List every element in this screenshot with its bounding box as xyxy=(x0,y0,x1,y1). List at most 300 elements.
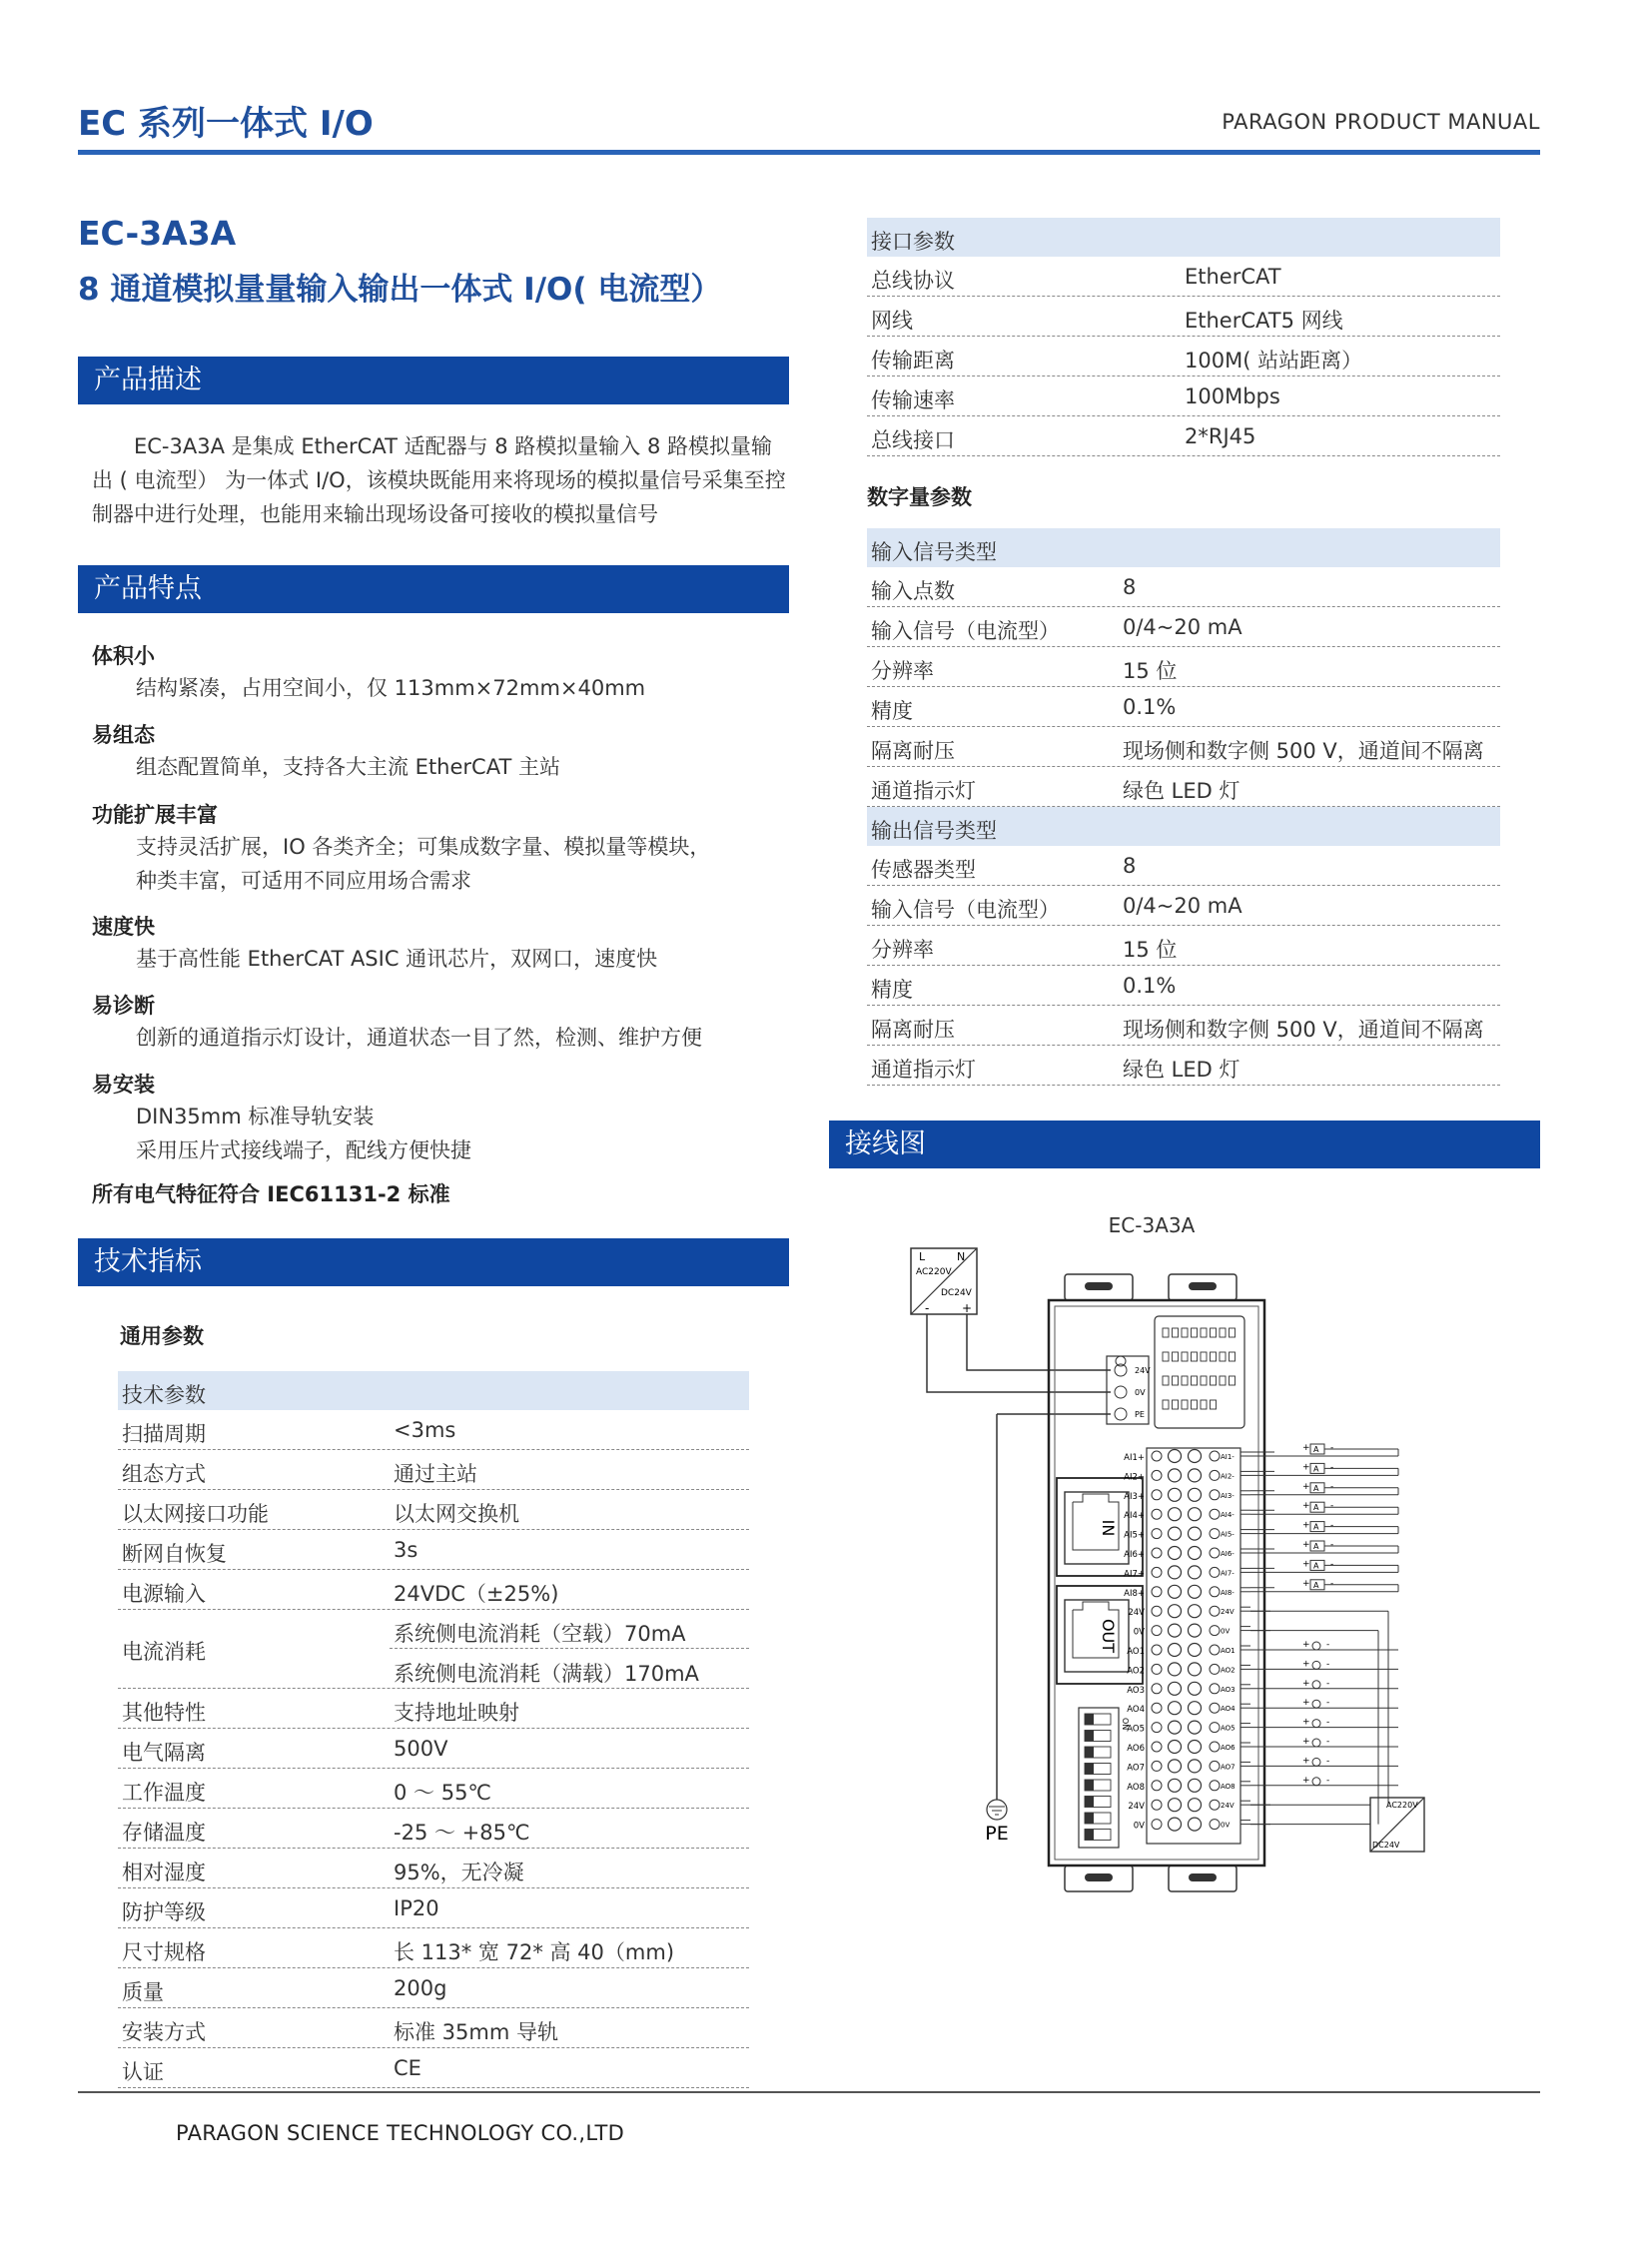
minus-sign: - xyxy=(1326,1717,1330,1728)
param-key: 输入信号（电流型） xyxy=(871,619,1060,643)
terminal-label-left: AI4+ xyxy=(1124,1511,1145,1522)
param-key: 相对湿度 xyxy=(122,1861,206,1884)
diagram-title: EC-3A3A xyxy=(1108,1213,1196,1237)
interface-params-table xyxy=(867,218,1500,456)
param-key: 防护等级 xyxy=(122,1900,206,1924)
table-row xyxy=(118,1530,749,1570)
load-icon xyxy=(1312,1642,1320,1650)
param-key: 尺寸规格 xyxy=(122,1940,206,1964)
general-params-table xyxy=(118,1371,749,2088)
minus-sign: - xyxy=(1330,1578,1334,1589)
terminal-label-right: 0V xyxy=(1221,1821,1231,1830)
terminal-label-right: AO3 xyxy=(1221,1685,1236,1694)
table-row xyxy=(867,1006,1500,1046)
terminal-screw xyxy=(1210,1490,1220,1500)
led-indicator xyxy=(1182,1376,1188,1385)
param-value: 100M( 站站距离） xyxy=(1185,349,1363,373)
psu-plus-label: + xyxy=(962,1301,973,1315)
param-value: 0/4~20 mA xyxy=(1123,615,1242,639)
param-value: 标准 35mm 导轨 xyxy=(394,2020,558,2044)
terminal-screw xyxy=(1189,1624,1202,1637)
terminal-label-left: AI3+ xyxy=(1124,1491,1145,1502)
terminal-screw xyxy=(1152,1781,1162,1791)
terminal-screw xyxy=(1210,1587,1220,1597)
led-indicator xyxy=(1163,1376,1169,1385)
terminal-label-right: AI2- xyxy=(1221,1472,1235,1481)
table-row xyxy=(118,1610,749,1689)
table-row xyxy=(867,966,1500,1006)
param-key: 网线 xyxy=(871,309,913,333)
table-header-label: 接口参数 xyxy=(871,230,955,254)
param-key: 安装方式 xyxy=(122,2020,206,2044)
terminal-screw xyxy=(1189,1566,1202,1579)
table-row xyxy=(867,687,1500,727)
terminal-screw xyxy=(1169,1469,1182,1482)
param-key: 隔离耐压 xyxy=(871,739,955,763)
plus-sign: + xyxy=(1302,1640,1310,1650)
minus-sign: - xyxy=(1330,1501,1334,1512)
feature-description: 组态配置简单，支持各大主流 EtherCAT 主站 xyxy=(136,755,560,779)
param-value: EtherCAT5 网线 xyxy=(1185,309,1343,333)
param-key: 电流消耗 xyxy=(122,1640,206,1664)
table-row xyxy=(118,1888,749,1928)
terminal-screw xyxy=(1189,1469,1202,1482)
feature-description: DIN35mm 标准导轨安装 xyxy=(136,1105,375,1128)
terminal-screw xyxy=(1210,1761,1220,1771)
dip-on-label: ON xyxy=(1121,1718,1130,1731)
port-in-label: IN xyxy=(1099,1519,1118,1537)
tech-heading: 技术指标 xyxy=(78,1238,789,1286)
terminal-screw xyxy=(1189,1527,1202,1540)
table-row xyxy=(867,337,1500,376)
param-key: 认证 xyxy=(122,2060,164,2084)
minus-sign: - xyxy=(1326,1756,1330,1767)
param-value: 500V xyxy=(394,1737,448,1761)
led-indicator-panel xyxy=(1155,1316,1244,1428)
led-indicator xyxy=(1211,1400,1217,1409)
terminal-screw xyxy=(1169,1566,1182,1579)
param-value: 100Mbps xyxy=(1185,384,1280,408)
param-key: 扫描周期 xyxy=(122,1422,206,1446)
dip-switch-knob xyxy=(1085,1813,1094,1824)
digital-params-table xyxy=(867,528,1500,1086)
terminal-label-left: AI8+ xyxy=(1124,1588,1145,1599)
dip-switch-knob xyxy=(1085,1797,1094,1808)
led-indicator xyxy=(1201,1376,1207,1385)
terminal-label-left: AO3 xyxy=(1127,1685,1145,1696)
load-icon xyxy=(1312,1720,1320,1728)
led-indicator xyxy=(1192,1376,1198,1385)
terminal-screw xyxy=(1152,1723,1162,1733)
param-value: 系统侧电流消耗（空载）70mA xyxy=(394,1622,686,1646)
led-indicator xyxy=(1173,1328,1179,1337)
plus-sign: + xyxy=(1302,1678,1310,1689)
description-text: EC-3A3A 是集成 EtherCAT 适配器与 8 路模拟量输入 8 路模拟量输出 ( 电流型） 为一体式 I/O，该模块既能用来将现场的模拟量信号采集至控制器中进行处理，也能用来输出现场设备可接收的模拟量信号 xyxy=(92,434,786,526)
plus-sign: + xyxy=(1302,1717,1310,1728)
terminal-screw xyxy=(1189,1818,1202,1831)
terminal-screw xyxy=(1152,1761,1162,1771)
terminal-screw xyxy=(1152,1567,1162,1577)
terminal-screw xyxy=(1210,1684,1220,1694)
terminal-screw xyxy=(1210,1820,1220,1830)
terminal-screw xyxy=(1189,1585,1202,1598)
param-value: CE xyxy=(394,2056,421,2080)
terminal-label-left: AO4 xyxy=(1127,1705,1145,1716)
terminal-label-right: 24V xyxy=(1221,1608,1235,1617)
dip-switch-knob xyxy=(1085,1780,1094,1791)
terminal-label-left: 24V xyxy=(1128,1608,1145,1619)
param-value: 15 位 xyxy=(1123,938,1178,962)
table-row xyxy=(118,2008,749,2048)
led-indicator xyxy=(1220,1328,1226,1337)
terminal-screw xyxy=(1210,1529,1220,1539)
footer-company: PARAGON SCIENCE TECHNOLOGY CO.,LTD xyxy=(176,2121,625,2145)
dip-switch-knob xyxy=(1085,1714,1094,1725)
feature-title: 速度快 xyxy=(92,915,155,939)
led-indicator xyxy=(1211,1352,1217,1361)
led-indicator xyxy=(1201,1328,1207,1337)
psu-ac-label: AC220V xyxy=(916,1267,952,1277)
plus-sign: + xyxy=(1302,1775,1310,1786)
table-row xyxy=(867,647,1500,687)
table-header-row xyxy=(867,528,1500,567)
terminal-label-right: 24V xyxy=(1221,1802,1235,1811)
table-row xyxy=(867,257,1500,297)
param-value: 支持地址映射 xyxy=(394,1701,519,1725)
terminal-label-left: 0V xyxy=(1133,1821,1145,1832)
terminal-screw xyxy=(1189,1508,1202,1521)
led-indicator xyxy=(1182,1328,1188,1337)
table-row xyxy=(867,607,1500,647)
param-value: IP20 xyxy=(394,1896,439,1920)
terminal-screw xyxy=(1210,1470,1220,1480)
port-out-label: OUT xyxy=(1099,1618,1118,1654)
terminal-screw xyxy=(1169,1605,1182,1618)
terminal-label-right: AO8 xyxy=(1221,1782,1236,1791)
terminal-label-left: AI6+ xyxy=(1124,1550,1145,1560)
ammeter-label: A xyxy=(1313,1445,1319,1454)
minus-sign: - xyxy=(1330,1481,1334,1492)
terminal-screw xyxy=(1189,1488,1202,1501)
led-indicator xyxy=(1230,1328,1236,1337)
table-row xyxy=(118,1450,749,1490)
power-terminal-block xyxy=(1107,1356,1151,1424)
terminal-label-left: 24V xyxy=(1128,1802,1145,1813)
table-row xyxy=(867,567,1500,607)
terminal-label-right: AO1 xyxy=(1221,1647,1236,1655)
param-key: 工作温度 xyxy=(122,1781,206,1805)
param-key: 组态方式 xyxy=(122,1462,206,1486)
minus-sign: - xyxy=(1330,1462,1334,1473)
terminal-screw xyxy=(1189,1450,1202,1463)
param-key: 通道指示灯 xyxy=(871,779,976,803)
compliance-note: 所有电气特征符合 IEC61131-2 标准 xyxy=(92,1182,450,1206)
table-row xyxy=(867,1046,1500,1086)
feature-description: 采用压片式接线端子，配线方便快捷 xyxy=(136,1138,471,1162)
terminal-screw xyxy=(1210,1606,1220,1616)
param-key: 精度 xyxy=(871,978,913,1002)
terminal-label-left: AO2 xyxy=(1127,1666,1145,1677)
param-key: 隔离耐压 xyxy=(871,1018,955,1042)
terminal-screw xyxy=(1152,1451,1162,1461)
terminal-screw xyxy=(1152,1800,1162,1810)
led-indicator xyxy=(1211,1376,1217,1385)
param-key: 其他特性 xyxy=(122,1701,206,1725)
minus-sign: - xyxy=(1330,1540,1334,1550)
feature-description: 支持灵活扩展，IO 各类齐全；可集成数字量、模拟量等模块， xyxy=(136,835,711,859)
param-value: 长 113* 宽 72* 高 40（mm) xyxy=(394,1940,675,1964)
terminal-screw xyxy=(1169,1760,1182,1773)
psu-right-ac-label: AC220V xyxy=(1386,1801,1418,1810)
ammeter-label: A xyxy=(1313,1503,1319,1513)
terminal-label-left: AI7+ xyxy=(1124,1569,1145,1580)
minus-sign: - xyxy=(1326,1640,1330,1650)
product-subtitle: 8 通道模拟量量输入输出一体式 I/O( 电流型） xyxy=(78,272,722,308)
feature-title: 易诊断 xyxy=(92,994,155,1018)
dip-switch-knob xyxy=(1085,1747,1094,1758)
terminal-screw xyxy=(1210,1742,1220,1752)
power-supply-left xyxy=(911,1248,1111,1800)
output-signal-header: 输出信号类型 xyxy=(871,819,997,843)
terminal-label-right: AO2 xyxy=(1221,1666,1236,1675)
psu-n-label: N xyxy=(957,1250,966,1263)
table-row xyxy=(867,846,1500,886)
param-value: 8 xyxy=(1123,854,1137,878)
minus-sign: - xyxy=(1326,1737,1330,1747)
load-icon xyxy=(1312,1778,1320,1786)
param-value: 现场侧和数字侧 500 V，通道间不隔离 xyxy=(1123,739,1484,763)
terminal-screw xyxy=(1210,1800,1220,1810)
terminal-screw xyxy=(1152,1606,1162,1616)
terminal-label-right: AI7- xyxy=(1221,1569,1235,1578)
power-terminal-24v: 24V xyxy=(1135,1366,1151,1375)
terminal-screw xyxy=(1169,1527,1182,1540)
param-key: 电源输入 xyxy=(122,1582,206,1606)
plus-sign: + xyxy=(1302,1559,1310,1570)
terminal-screw xyxy=(1169,1585,1182,1598)
product-model: EC-3A3A xyxy=(78,214,237,253)
terminal-screw xyxy=(1169,1741,1182,1754)
param-key: 传输距离 xyxy=(871,349,955,373)
table-row xyxy=(867,416,1500,456)
minus-sign: - xyxy=(1326,1678,1330,1689)
plus-sign: + xyxy=(1302,1462,1310,1473)
terminal-screw xyxy=(1189,1741,1202,1754)
terminal-screw xyxy=(1210,1723,1220,1733)
ammeter-label: A xyxy=(1313,1464,1319,1474)
table-row xyxy=(118,1570,749,1610)
table-row xyxy=(867,297,1500,337)
param-value: 0.1% xyxy=(1123,695,1177,719)
param-key: 以太网接口功能 xyxy=(122,1502,269,1526)
psu-l-label: L xyxy=(919,1250,926,1263)
plus-sign: + xyxy=(1302,1540,1310,1550)
terminal-label-left: AO7 xyxy=(1127,1763,1145,1774)
param-key: 存储温度 xyxy=(122,1821,206,1845)
plus-sign: + xyxy=(1302,1578,1310,1589)
terminal-screw xyxy=(1152,1742,1162,1752)
table-row xyxy=(118,1968,749,2008)
terminal-screw xyxy=(1152,1490,1162,1500)
terminal-label-left: AO5 xyxy=(1127,1724,1145,1735)
dip-switch xyxy=(1079,1708,1130,1848)
plus-sign: + xyxy=(1302,1443,1310,1453)
terminal-screw xyxy=(1152,1645,1162,1655)
table-header-row xyxy=(867,807,1500,846)
psu-right-dc-label: DC24V xyxy=(1372,1841,1400,1850)
terminal-screw xyxy=(1210,1548,1220,1558)
terminal-label-left: 0V xyxy=(1133,1627,1145,1638)
ammeter-label: A xyxy=(1313,1580,1319,1590)
terminal-screw xyxy=(1152,1509,1162,1519)
load-icon xyxy=(1312,1661,1320,1669)
param-value: 通过主站 xyxy=(394,1462,477,1486)
ammeter-label: A xyxy=(1313,1522,1319,1532)
terminal-label-right: AO4 xyxy=(1221,1705,1236,1714)
terminal-label-right: AI5- xyxy=(1221,1530,1235,1539)
terminal-screw xyxy=(1152,1470,1162,1480)
terminal-screw xyxy=(1169,1450,1182,1463)
pe-ground-icon xyxy=(985,1800,1008,1845)
terminal-screw xyxy=(1189,1605,1202,1618)
param-value: 3s xyxy=(394,1538,418,1562)
psu-dc-label: DC24V xyxy=(941,1288,972,1298)
led-indicator xyxy=(1192,1400,1198,1409)
terminal-label-left: AO6 xyxy=(1127,1744,1145,1754)
table-row xyxy=(118,2048,749,2088)
param-key: 质量 xyxy=(122,1980,164,2004)
led-indicator xyxy=(1192,1352,1198,1361)
terminal-screw xyxy=(1210,1509,1220,1519)
param-value: 系统侧电流消耗（满载）170mA xyxy=(394,1662,699,1686)
minus-sign: - xyxy=(1330,1520,1334,1531)
terminal-label-right: AI6- xyxy=(1221,1550,1235,1558)
terminal-screw xyxy=(1169,1547,1182,1560)
param-key: 通道指示灯 xyxy=(871,1058,976,1082)
led-indicator xyxy=(1220,1352,1226,1361)
terminal-screw xyxy=(1189,1663,1202,1676)
terminal-label-right: AI8- xyxy=(1221,1588,1235,1597)
terminal-screw xyxy=(1210,1703,1220,1713)
minus-sign: - xyxy=(1326,1775,1330,1786)
terminal-screw xyxy=(1189,1779,1202,1792)
feature-title: 易安装 xyxy=(92,1073,155,1097)
row-separator xyxy=(390,1648,749,1649)
terminal-screw xyxy=(1152,1664,1162,1674)
feature-title: 体积小 xyxy=(92,644,155,668)
terminal-screw xyxy=(1152,1587,1162,1597)
param-value: 15 位 xyxy=(1123,659,1178,683)
pe-label: PE xyxy=(985,1823,1009,1845)
terminal-screw xyxy=(1210,1626,1220,1636)
terminal-screw xyxy=(1152,1626,1162,1636)
led-indicator xyxy=(1163,1400,1169,1409)
table-header-label: 技术参数 xyxy=(122,1383,206,1407)
terminal-screw xyxy=(1169,1721,1182,1734)
terminal-screw xyxy=(1189,1760,1202,1773)
terminal-screw xyxy=(1152,1703,1162,1713)
param-key: 电气隔离 xyxy=(122,1741,206,1765)
terminal-screw xyxy=(1189,1644,1202,1657)
terminal-screw xyxy=(1189,1547,1202,1560)
led-indicator xyxy=(1220,1376,1226,1385)
wiring-heading: 接线图 xyxy=(829,1120,1540,1168)
terminal-screw xyxy=(1169,1488,1182,1501)
terminal-screw xyxy=(1169,1624,1182,1637)
ammeter-label: A xyxy=(1313,1542,1319,1551)
terminal-screw xyxy=(1169,1818,1182,1831)
param-key: 分辨率 xyxy=(871,659,934,683)
terminal-screw xyxy=(1169,1644,1182,1657)
terminal-screw xyxy=(1210,1645,1220,1655)
table-row xyxy=(118,1769,749,1809)
terminal-screw xyxy=(1152,1529,1162,1539)
digital-params-heading: 数字量参数 xyxy=(867,485,972,509)
terminal-label-left: AI2+ xyxy=(1124,1472,1145,1483)
terminal-screw xyxy=(1189,1682,1202,1695)
minus-sign: - xyxy=(1330,1443,1334,1453)
terminal-screw xyxy=(1210,1567,1220,1577)
plus-sign: + xyxy=(1302,1756,1310,1767)
terminal-label-right: AI4- xyxy=(1221,1511,1235,1520)
param-key: 总线接口 xyxy=(871,428,955,452)
led-indicator xyxy=(1173,1400,1179,1409)
param-value: 以太网交换机 xyxy=(394,1502,519,1526)
ammeter-label: A xyxy=(1313,1483,1319,1493)
terminal-screw xyxy=(1210,1664,1220,1674)
table-row xyxy=(867,926,1500,966)
load-icon xyxy=(1312,1739,1320,1747)
param-key: 精度 xyxy=(871,699,913,723)
load-icon xyxy=(1312,1681,1320,1689)
minus-sign: - xyxy=(1326,1659,1330,1670)
table-row xyxy=(867,767,1500,807)
terminal-screw xyxy=(1169,1779,1182,1792)
led-indicator xyxy=(1163,1328,1169,1337)
footer-divider xyxy=(78,2091,1540,2093)
terminal-label-left: AI5+ xyxy=(1124,1530,1145,1541)
terminal-screw xyxy=(1169,1702,1182,1715)
table-row xyxy=(118,1849,749,1888)
table-row xyxy=(867,376,1500,416)
param-key: 断网自恢复 xyxy=(122,1542,227,1566)
param-key: 输入点数 xyxy=(871,579,955,603)
param-value: EtherCAT xyxy=(1185,265,1281,289)
terminal-screw xyxy=(1210,1451,1220,1461)
table-row xyxy=(867,886,1500,926)
table-row xyxy=(118,1928,749,1968)
table-row xyxy=(118,1689,749,1729)
led-indicator xyxy=(1182,1352,1188,1361)
param-value: 200g xyxy=(394,1976,447,2000)
feature-description: 基于高性能 EtherCAT ASIC 通讯芯片，双网口，速度快 xyxy=(136,947,658,971)
led-indicator xyxy=(1173,1376,1179,1385)
param-value: -25 ～ +85℃ xyxy=(394,1821,530,1845)
table-header-row xyxy=(118,1371,749,1410)
terminal-screw xyxy=(1152,1548,1162,1558)
param-value: <3ms xyxy=(394,1418,456,1442)
param-key: 传输速率 xyxy=(871,388,955,412)
terminal-label-left: AO1 xyxy=(1127,1647,1145,1657)
terminal-screw xyxy=(1169,1508,1182,1521)
terminal-screw xyxy=(1189,1799,1202,1812)
table-row xyxy=(867,727,1500,767)
power-terminal-0v: 0V xyxy=(1135,1388,1146,1397)
feature-title: 易组态 xyxy=(92,723,155,747)
led-indicator xyxy=(1192,1328,1198,1337)
header-divider xyxy=(78,150,1540,155)
table-row xyxy=(118,1410,749,1450)
